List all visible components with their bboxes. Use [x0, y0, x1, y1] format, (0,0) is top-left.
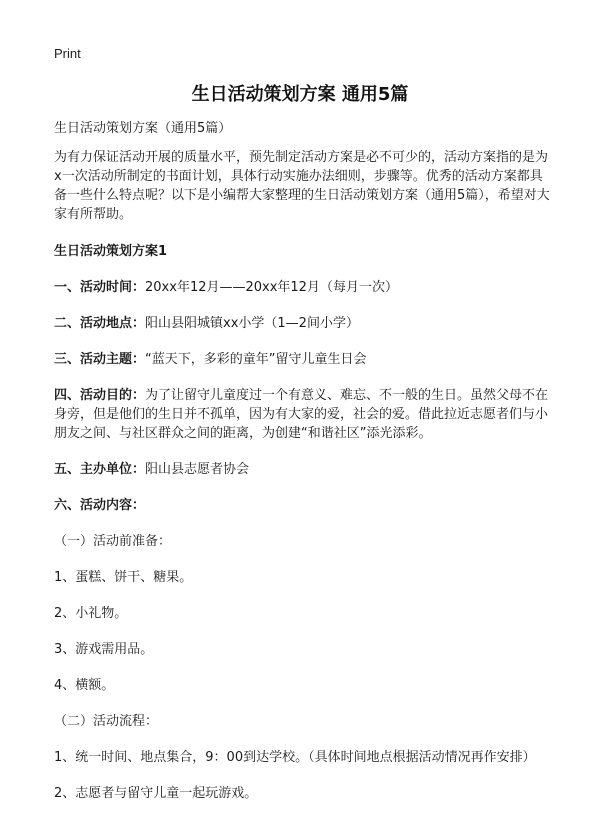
item-text: 阳山县志愿者协会: [145, 462, 250, 477]
item-label: 一、活动时间：: [54, 280, 146, 295]
item-label: 六、活动内容：: [54, 498, 146, 513]
item-text: 20xx年12月——20xx年12月（每月一次）: [145, 280, 398, 295]
prep-heading: （一）活动前准备：: [54, 534, 172, 549]
print-label: Print: [54, 46, 81, 61]
item-organizer: [54, 460, 554, 479]
flow-item: 2、志愿者与留守儿童一起玩游戏。: [54, 786, 258, 801]
item-label: 四、活动目的：: [54, 388, 146, 403]
flow-heading: （二）活动流程：: [54, 714, 159, 729]
item-label: 二、活动地点：: [54, 316, 146, 331]
document-body: [54, 119, 554, 820]
item-text: 阳山县阳城镇xx小学（1—2间小学）: [145, 316, 359, 331]
item-label: 五、主办单位：: [54, 462, 146, 477]
prep-item: 3、游戏需用品。: [54, 642, 154, 657]
item-theme: [54, 350, 554, 369]
section-heading: 生日活动策划方案1: [54, 244, 168, 259]
item-time: [54, 278, 554, 297]
item-purpose: [54, 386, 554, 443]
item-text: 为了让留守儿童度过一个有意义、难忘、不一般的生日。虽然父母不在身旁，但是他们的生日并不孤单，因为有大家的爱，社会的爱。借此拉近志愿者们与小朋友之间、与社区群众之间的距离，为创建“和谐社区”添光添彩。: [54, 388, 549, 441]
item-content: [54, 496, 554, 515]
prep-item: 1、蛋糕、饼干、糖果。: [54, 570, 193, 585]
flow-item: 1、统一时间、地点集合，9：00到达学校。（具体时间地点根据活动情况再作安排）: [54, 750, 536, 765]
document-title: 生日活动策划方案 通用5篇: [191, 84, 409, 105]
intro-paragraph: 为有力保证活动开展的质量水平，预先制定活动方案是必不可少的，活动方案指的是为x一次活动所制定的书面计划，具体行动实施办法细则，步骤等。优秀的活动方案都具备一些什么特点呢？以下是小编帮大家整理的生日活动策划方案（通用5篇），希望对大家有所帮助。: [54, 150, 550, 222]
document-subtitle: 生日活动策划方案（通用5篇）: [54, 121, 232, 136]
item-label: 三、活动主题：: [54, 352, 146, 367]
item-text: “蓝天下，多彩的童年”留守儿童生日会: [145, 352, 367, 367]
prep-item: 2、小礼物。: [54, 606, 128, 621]
prep-item: 4、横额。: [54, 678, 115, 693]
item-location: [54, 314, 554, 333]
